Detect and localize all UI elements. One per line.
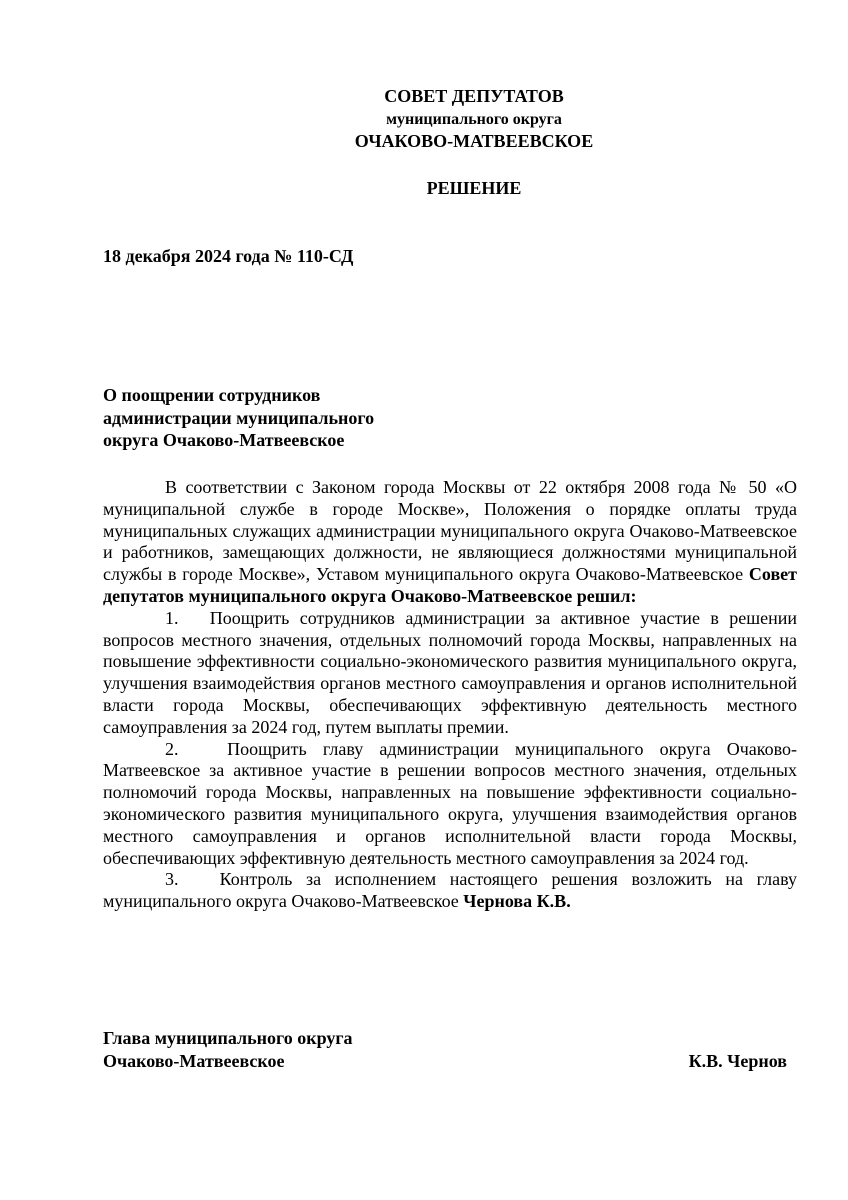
subject-line: администрации муниципального <box>103 407 375 428</box>
document-type: РЕШЕНИЕ <box>426 178 522 198</box>
preamble-text: В соответствии с Законом города Москвы от 22 октября 2008 года № 50 «О муниципальной службе в городе Москве», Положения о порядке оплаты труда муниципальных служащих администрации муниципального округа Очаково-Матвеевское и работников, замещающих должности, не являющиеся должностями муниципальной службы в городе Москве», Уставом муниципального округа Очаково-Матвеевское <box>103 477 797 585</box>
date-and-number: 18 декабря 2024 года № 110-СД <box>103 246 354 266</box>
decision-item <box>103 608 797 739</box>
council-title: СОВЕТ ДЕПУТАТОВ <box>384 86 564 106</box>
decision-subject <box>103 384 374 452</box>
item-text: Поощрить сотрудников администрации за активное участие в решении вопросов местного значения, отдельных полномочий города Москвы, направленных на повышение эффективности социально-экономического развития муниципального округа, улучшения взаимодействия органов местного самоуправления и органов исполнительной власти города Москвы, обеспечивающих эффективную деятельность местного самоуправления за 2024 год, путем выплаты премии. <box>103 607 797 737</box>
item-number: 3. <box>165 869 179 890</box>
item-number: 2. <box>165 738 179 759</box>
decision-item <box>103 869 797 913</box>
subject-line: округа Очаково-Матвеевское <box>103 430 345 450</box>
district-name: ОЧАКОВО-МАТВЕЕВСКОЕ <box>354 131 594 151</box>
item-number: 1. <box>165 607 179 628</box>
document-body <box>103 477 797 913</box>
item-text: Поощрить главу администрации муниципального округа Очаково-Матвеевское за активное участие в решении вопросов местного значения, отдельных полномочий города Москвы, направленных на повышение эффективности социально-экономического развития муниципального округа, улучшения взаимодействия органов местного самоуправления и органов исполнительной власти города Москвы, обеспечивающих эффективную деятельность местного самоуправления за 2024 год. <box>103 738 797 868</box>
subject-line: О поощрении сотрудников <box>103 385 321 405</box>
council-subtitle: муниципального округа <box>386 111 562 128</box>
preamble-resolution: Совет депутатов муниципального округа Очаково-Матвеевское решил: <box>103 564 797 606</box>
preamble-paragraph <box>103 477 797 608</box>
item-text: Контроль за исполнением настоящего решения возложить на главу муниципального округа Очаково-Матвеевское <box>103 869 798 912</box>
signatory-title-line: Очаково-Матвеевское <box>103 1051 285 1071</box>
decision-item <box>103 739 797 870</box>
responsible-person: Чернова К.В. <box>463 891 571 912</box>
signatory-name: К.В. Чернов <box>688 1051 787 1071</box>
signatory-title <box>103 1027 353 1073</box>
signatory-title-line: Глава муниципального округа <box>103 1028 353 1048</box>
